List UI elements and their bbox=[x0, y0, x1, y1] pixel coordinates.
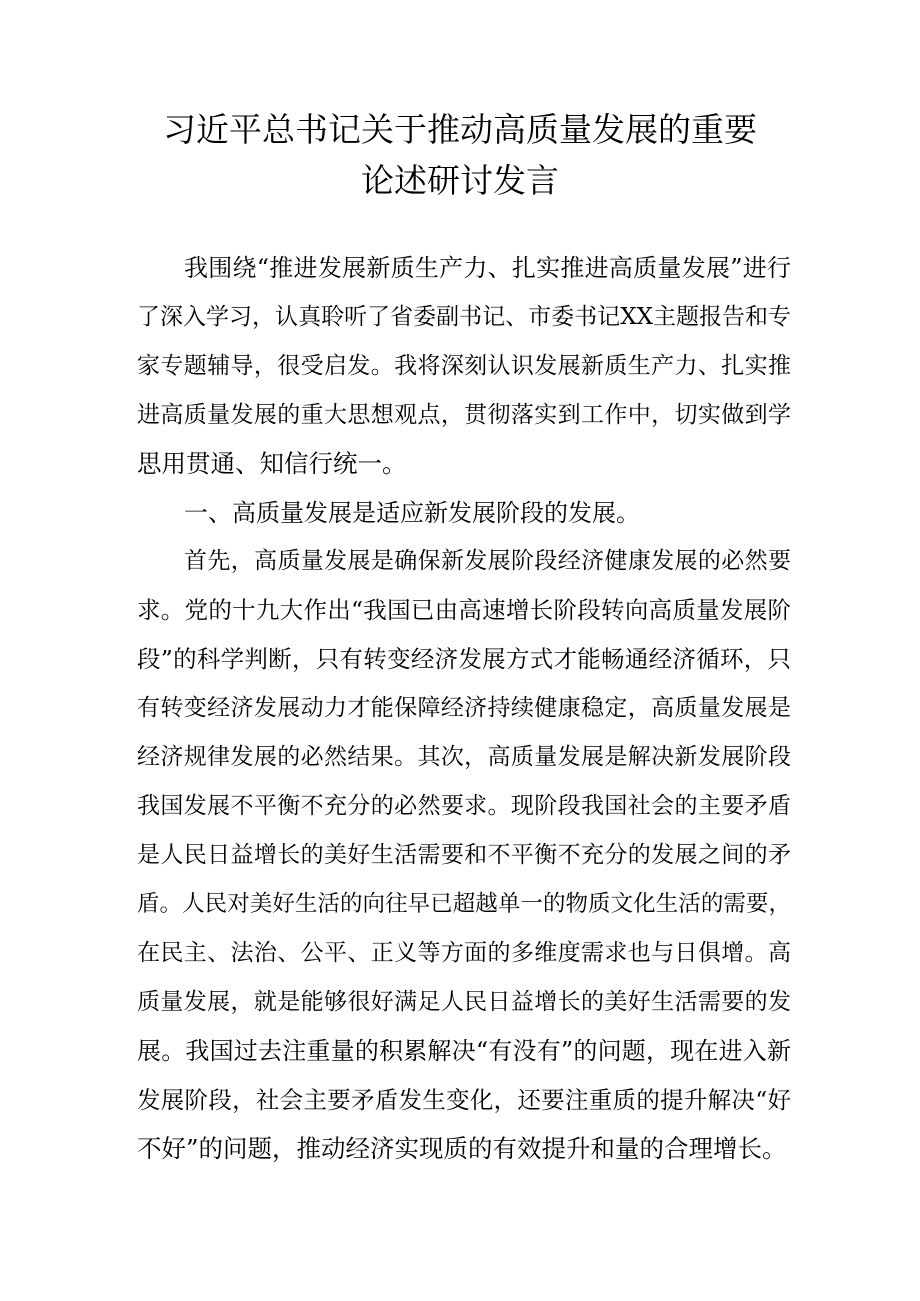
intro-line: 我围绕“推进发展新质生产力、扎实推进高质量发展”进行 bbox=[184, 254, 791, 282]
section-1-line: 求。党的十九大作出“我国已由高速增长阶段转向高质量发展阶 bbox=[137, 596, 791, 624]
section-1-line: 质量发展，就是能够很好满足人民日益增长的美好生活需要的发 bbox=[137, 989, 791, 1015]
section-1-line: 首先，高质量发展是确保新发展阶段经济健康发展的必然要 bbox=[184, 548, 791, 574]
document-title-line-1: 习近平总书记关于推动高质量发展的重要 bbox=[163, 110, 757, 149]
section-1-line: 我国发展不平衡不充分的必然要求。现阶段我国社会的主要矛盾 bbox=[137, 793, 791, 819]
intro-line: 了深入学习，认真聆听了省委副书记、市委书记XX主题报告和专 bbox=[137, 304, 791, 330]
document-title-line-2: 论述研讨发言 bbox=[361, 161, 559, 200]
intro-line: 思用贯通、知信行统一。 bbox=[137, 449, 407, 478]
section-1-line: 不好”的问题，推动经济实现质的有效提升和量的合理增长。 bbox=[137, 1134, 787, 1163]
section-1-line: 经济规律发展的必然结果。其次，高质量发展是解决新发展阶段 bbox=[137, 744, 791, 770]
section-1-line: 盾。人民对美好生活的向往早已超越单一的物质文化生活的需要， bbox=[137, 891, 791, 917]
section-1-line: 有转变经济发展动力才能保障经济持续健康稳定，高质量发展是 bbox=[137, 695, 791, 721]
section-1-line: 是人民日益增长的美好生活需要和不平衡不充分的发展之间的矛 bbox=[137, 842, 791, 868]
section-1-heading: 一、高质量发展是适应新发展阶段的发展。 bbox=[184, 499, 640, 527]
section-1-line: 段”的科学判断，只有转变经济发展方式才能畅通经济循环，只 bbox=[137, 645, 791, 673]
section-1-line: 发展阶段，社会主要矛盾发生变化，还要注重质的提升解决“好 bbox=[137, 1086, 791, 1114]
intro-line: 家专题辅导，很受启发。我将深刻认识发展新质生产力、扎实推 bbox=[137, 353, 791, 379]
intro-line: 进高质量发展的重大思想观点，贯彻落实到工作中，切实做到学 bbox=[137, 402, 791, 428]
section-1-line: 在民主、法治、公平、正义等方面的多维度需求也与日俱增。高 bbox=[137, 940, 791, 966]
section-1-line: 展。我国过去注重量的积累解决“有没有”的问题，现在进入新 bbox=[137, 1037, 791, 1065]
